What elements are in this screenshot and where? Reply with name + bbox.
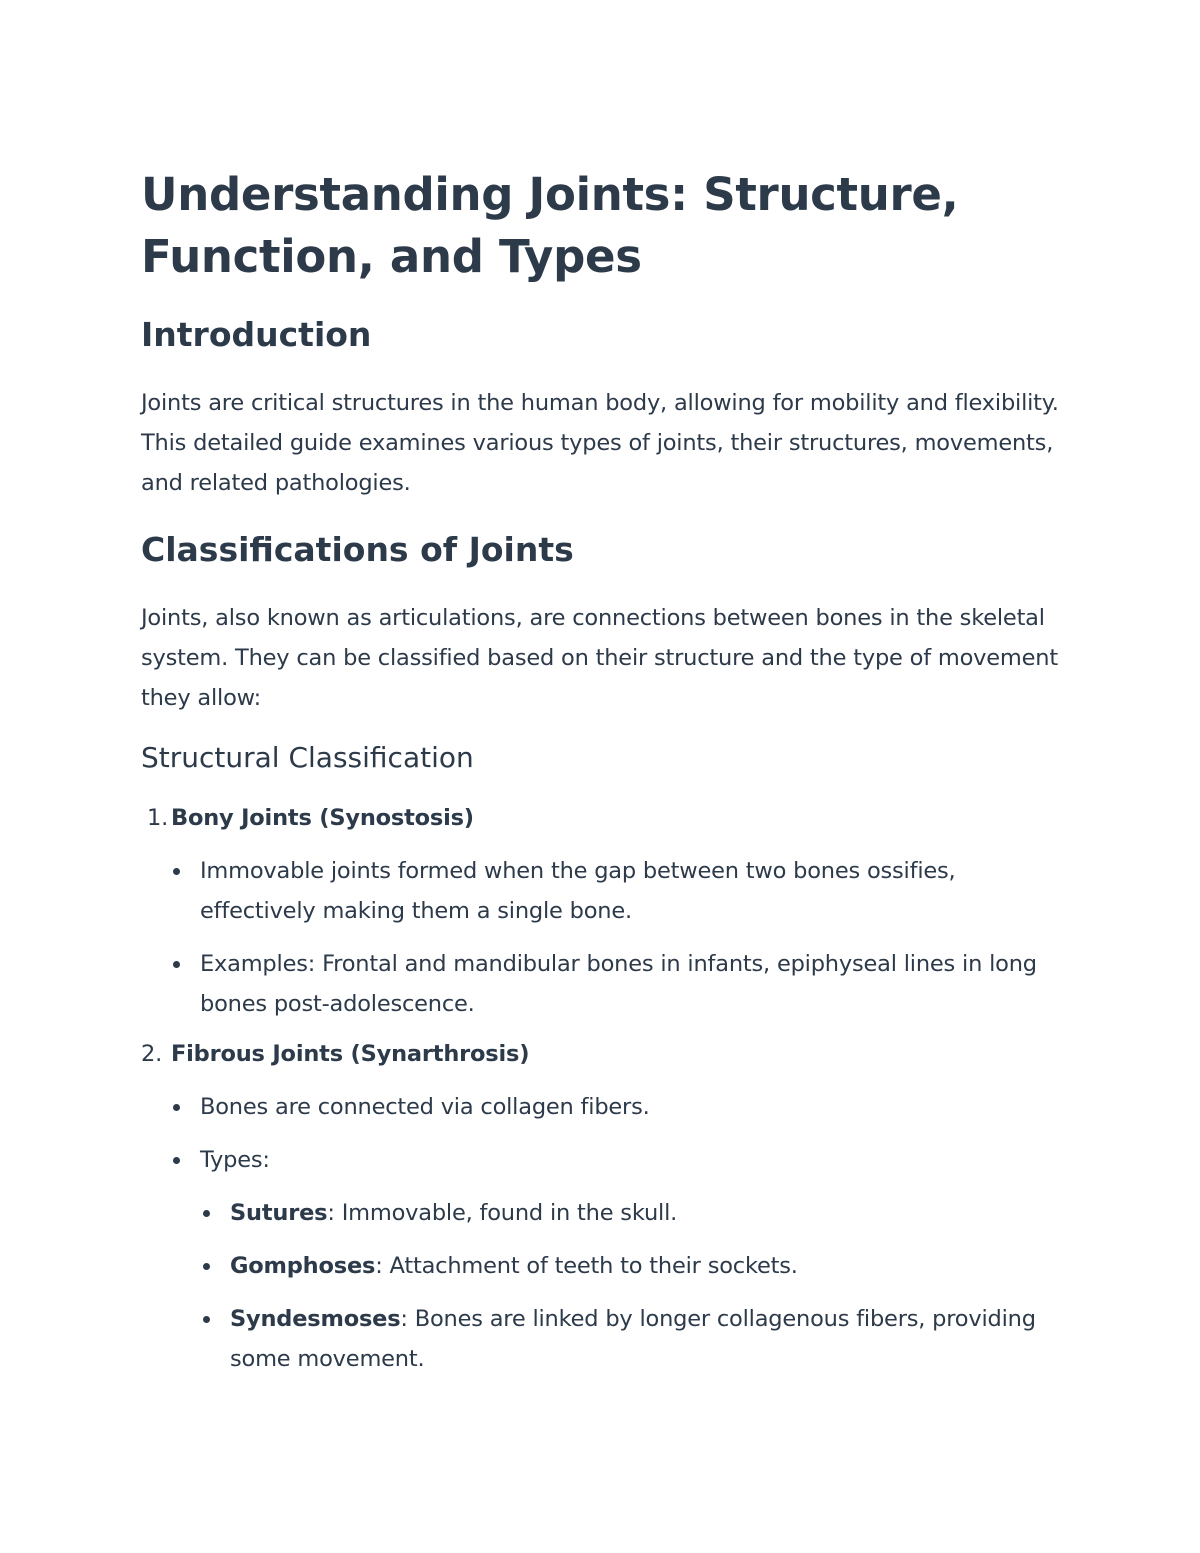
type-term: Sutures: [230, 1200, 328, 1226]
list-number: 1.: [147, 805, 169, 831]
type-description: : Immovable, found in the skull.: [327, 1200, 678, 1226]
bullet-item: Bones are connected via collagen fibers.: [200, 1087, 1061, 1127]
introduction-paragraph: Joints are critical structures in the human body, allowing for mobility and flexibility. This detailed guide examines various types of joints, their structures, movements, and related pathologies.: [141, 390, 1059, 496]
type-term: Gomphoses: [230, 1253, 376, 1279]
type-item-syndesmoses: [230, 1299, 1061, 1379]
list-item-title: Bony Joints (Synostosis): [171, 805, 474, 831]
type-item-gomphoses: [230, 1246, 1061, 1286]
bony-joints-bullets: [141, 851, 1061, 1024]
document-page: [141, 164, 1061, 1379]
list-item-bony-joints: [141, 798, 1061, 1024]
bullet-item: Examples: Frontal and mandibular bones in infants, epiphyseal lines in long bones post-adolescence.: [200, 944, 1061, 1024]
bullet-item: Immovable joints formed when the gap between two bones ossifies, effectively making them a single bone.: [200, 851, 1061, 931]
type-term: Syndesmoses: [230, 1306, 401, 1332]
types-label: Types:: [200, 1147, 270, 1173]
fibrous-types-list: [200, 1193, 1061, 1379]
fibrous-joints-bullets: [141, 1087, 1061, 1379]
classifications-paragraph: Joints, also known as articulations, are connections between bones in the skeletal system. They can be classified based on their structure and the type of movement they allow:: [141, 605, 1058, 711]
type-description: : Attachment of teeth to their sockets.: [375, 1253, 798, 1279]
bullet-item-types: [200, 1140, 1061, 1379]
page-title: Understanding Joints: Structure, Function, and Types: [141, 168, 959, 283]
introduction-heading: Introduction: [141, 315, 372, 354]
list-item-title: Fibrous Joints (Synarthrosis): [171, 1041, 530, 1067]
structural-list: [141, 798, 1061, 1379]
structural-classification-heading: Structural Classification: [141, 741, 474, 774]
type-item-sutures: [230, 1193, 1061, 1233]
list-number: 2.: [141, 1041, 163, 1067]
classifications-heading: Classifications of Joints: [141, 530, 574, 569]
type-description: : Bones are linked by longer collagenous fibers, providing some movement.: [230, 1306, 1036, 1372]
list-item-fibrous-joints: [141, 1034, 1061, 1379]
